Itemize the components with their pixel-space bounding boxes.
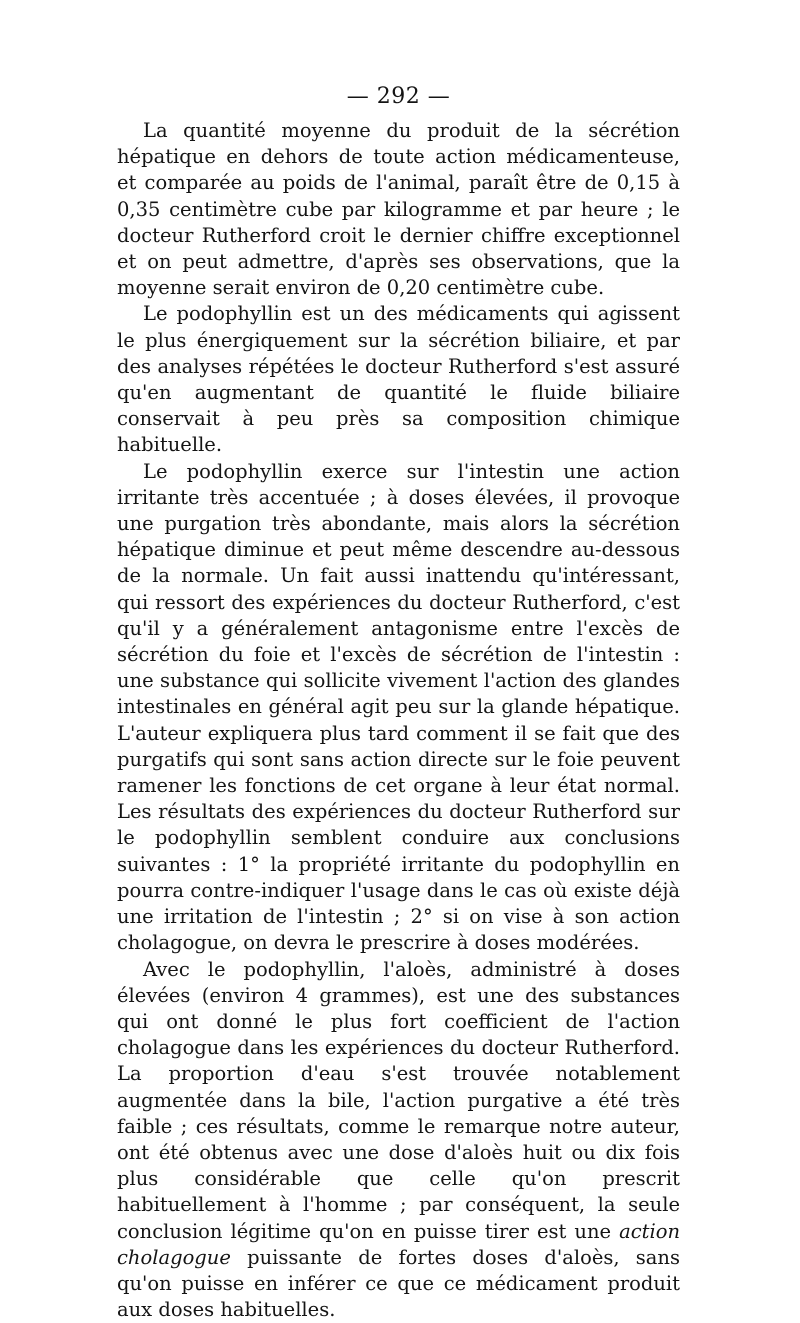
paragraph-aloes <box>117 957 680 1323</box>
paragraph-secretion-rate: La quantité moyenne du produit de la sécrétion hépatique en dehors de toute action médicamenteuse, et comparée au poids de l'animal, paraît être de 0,15 à 0,35 centimètre cube par kilogramme et par heure ; le docteur Rutherford croit le dernier chiffre exceptionnel et on peut admettre, d'après ses observations, que la moyenne serait environ de 0,20 centimètre cube. <box>117 118 680 301</box>
book-page <box>117 84 680 1323</box>
paragraph-aloes-text-before: Avec le podophyllin, l'aloès, administré à doses élevées (environ 4 grammes), est une des substances qui ont donné le plus fort coefficient de l'action cholagogue dans les expériences du docteur Rutherford. La proportion d'eau s'est trouvée notablement augmentée dans la bile, l'action purgative a été très faible ; ces résultats, comme le remarque notre auteur, ont été obtenus avec une dose d'aloès huit ou dix fois plus considérable que celle qu'on prescrit habituellement à l'homme ; par conséquent, la seule conclusion légitime qu'on en puisse tirer est une <box>117 958 680 1243</box>
paragraph-aloes-text-after: puissante de fortes doses d'aloès, sans qu'on puisse en inférer ce que ce médicament produit aux doses habituelles. <box>117 1246 680 1321</box>
paragraph-podophyllin-intestine: Le podophyllin exerce sur l'intestin une action irritante très accentuée ; à doses élevées, il provoque une purgation très abondante, mais alors la sécrétion hépatique diminue et peut même descendre au-dessous de la normale. Un fait aussi inattendu qu'intéressant, qui ressort des expériences du docteur Rutherford, c'est qu'il y a généralement antagonisme entre l'excès de sécrétion du foie et l'excès de sécrétion de l'intestin : une substance qui sollicite vivement l'action des glandes intestinales en général agit peu sur la glande hépatique. L'auteur expliquera plus tard comment il se fait que des purgatifs qui sont sans action directe sur le foie peuvent ramener les fonctions de cet organe à leur état normal. Les résultats des expériences du docteur Rutherford sur le podophyllin semblent conduire aux conclusions suivantes : 1° la propriété irritante du podophyllin en pourra contre-indiquer l'usage dans le cas où existe déjà une irritation de l'intestin ; 2° si on vise à son action cholagogue, on devra le prescrire à doses modérées. <box>117 459 680 957</box>
paragraph-podophyllin-biliary: Le podophyllin est un des médicaments qui agissent le plus énergiquement sur la sécrétion biliaire, et par des analyses répétées le docteur Rutherford s'est assuré qu'en augmentant de quantité le fluide biliaire conservait à peu près sa composition chimique habituelle. <box>117 301 680 458</box>
page-number: — 292 — <box>117 84 680 110</box>
paragraph-aloes-emphasis: action cholagogue <box>117 1220 680 1269</box>
